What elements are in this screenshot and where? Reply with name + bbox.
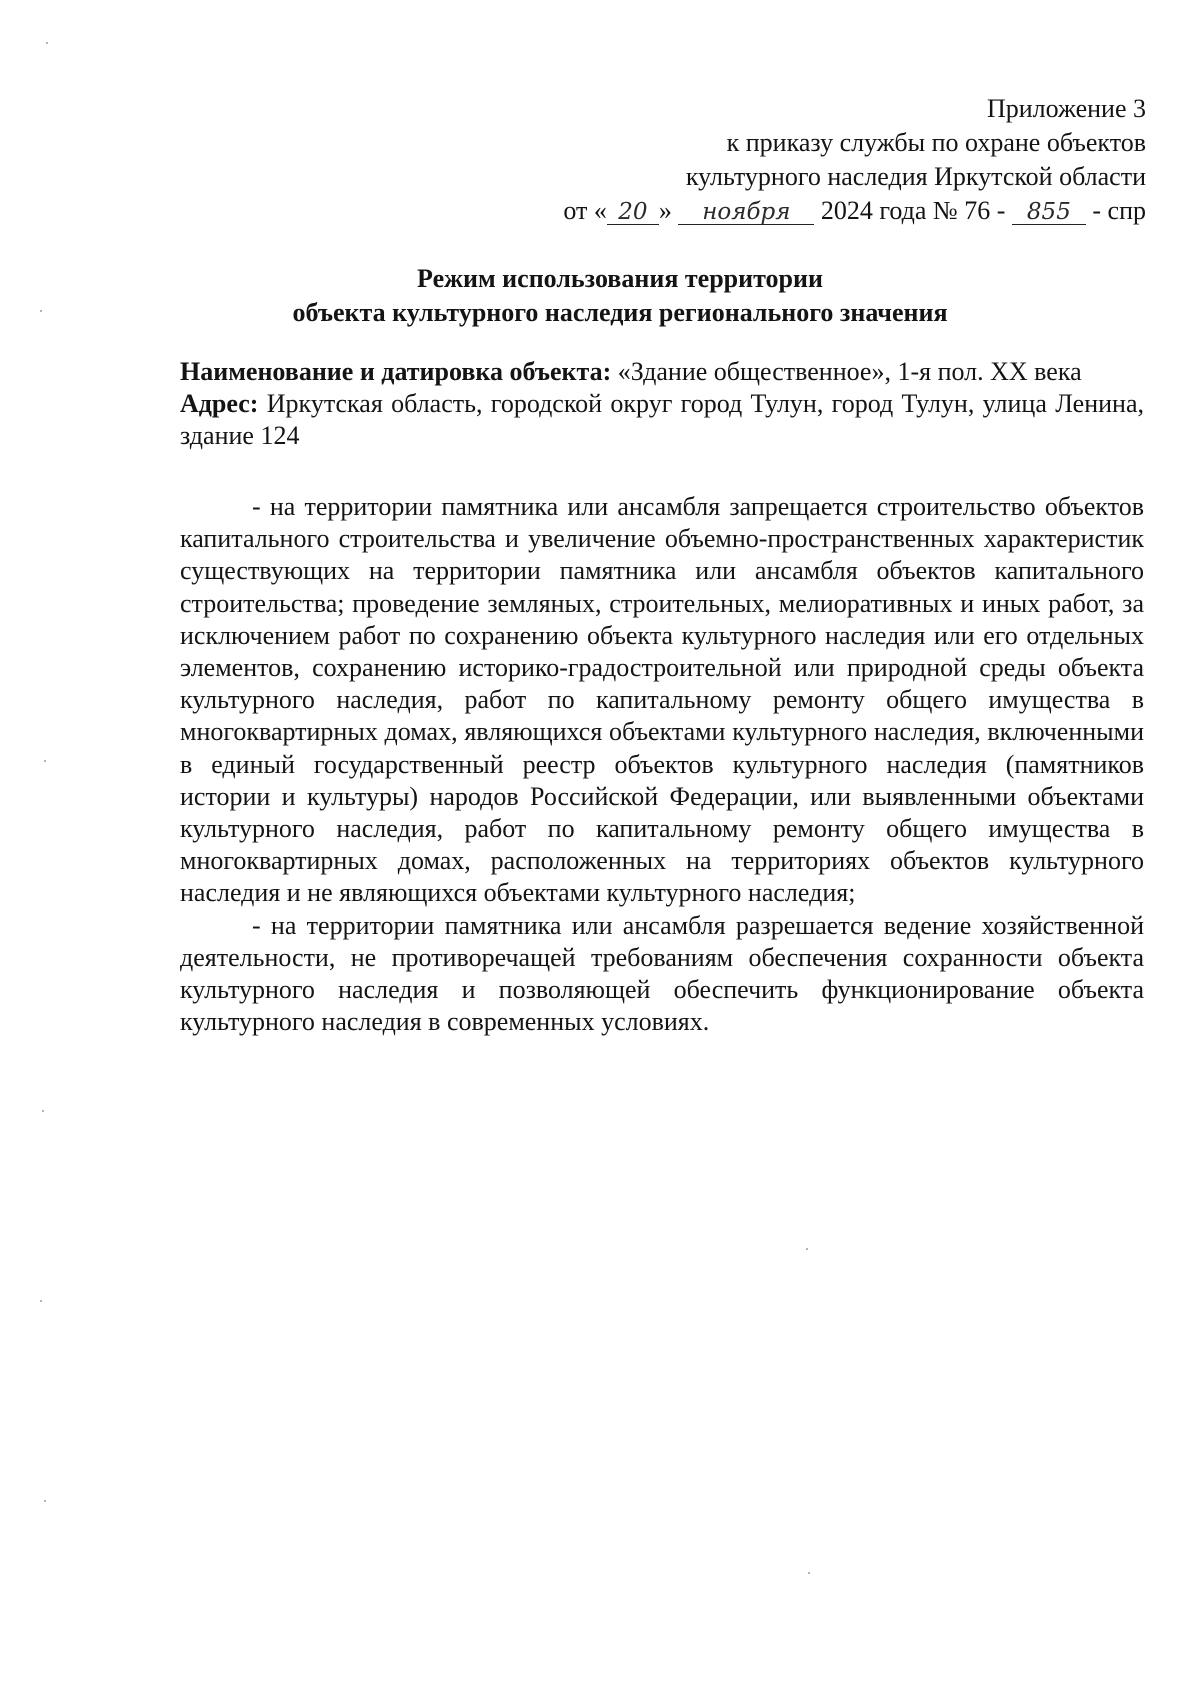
title-line-1: Режим использования территории: [417, 264, 823, 293]
usage-rules: [180, 491, 1144, 1038]
scan-speck: [44, 1500, 46, 1502]
scan-speck: [806, 1248, 808, 1250]
rule-prohibition: - на территории памятника или ансамбля запрещается строительство объектов капитального строительства и увеличение объемно-пространственных характеристик существующих на территории памятника или ансамбля объектов капитального строительства; проведение земляных, строительных, мелиоративных и иных работ, за исключением работ по сохранению объекта культурного наследия или его отдельных элементов, сохранению историко-градостроительной или природной среды объекта культурного наследия, работ по капитальному ремонту общего имущества в многоквартирных домах, являющихся объектами культурного наследия, включенными в единый государственный реестр объектов культурного наследия (памятников истории и культуры) народов Российской Федерации, или выявленными объектами культурного наследия, работ по капитальному ремонту общего имущества в многоквартирных домах, расположенных на территориях объектов культурного наследия и не являющихся объектами культурного наследия;: [180, 492, 1144, 908]
object-address: [180, 388, 1144, 452]
handwritten-order-number: 855: [1012, 200, 1086, 225]
appendix-header: [526, 92, 1146, 228]
scan-speck: [40, 1300, 42, 1302]
rule-permission: - на территории памятника или ансамбля разрешается ведение хозяйственной деятельности, не противоречащей требованиям обеспечения сохранности объекта культурного наследия и позволяющей обеспечить функционирование объекта культурного наследия в современных условиях.: [180, 910, 1144, 1037]
object-info: [180, 356, 1144, 452]
object-name-value: «Здание общественное», 1-я пол. XX века: [611, 357, 1082, 386]
order-reference: к приказу службы по охране объектов: [726, 128, 1146, 157]
scan-speck: [808, 1572, 810, 1574]
date-prefix: от «: [563, 196, 607, 225]
object-name-label: Наименование и датировка объекта:: [180, 357, 612, 386]
order-suffix: - спр: [1092, 196, 1146, 225]
scan-speck: [44, 760, 46, 762]
order-year: 2024 года № 76 -: [820, 196, 1006, 225]
object-name: [180, 356, 1144, 388]
scan-speck: [46, 42, 48, 44]
address-value: Иркутская область, городской округ город Тулун, город Тулун, улица Ленина, здание 124: [180, 389, 1144, 450]
address-label: Адрес:: [180, 389, 259, 418]
scan-speck: [40, 310, 42, 312]
scan-speck: [42, 1110, 44, 1112]
handwritten-day: 20: [607, 200, 659, 225]
title-line-2: объекта культурного наследия регионального значения: [292, 298, 948, 327]
date-mid: »: [658, 196, 672, 225]
document-title: [120, 262, 1120, 330]
appendix-number: Приложение 3: [986, 94, 1146, 123]
issuing-authority: культурного наследия Иркутской области: [685, 162, 1146, 191]
order-date-line: [526, 194, 1146, 228]
handwritten-month: ноября: [678, 200, 814, 225]
